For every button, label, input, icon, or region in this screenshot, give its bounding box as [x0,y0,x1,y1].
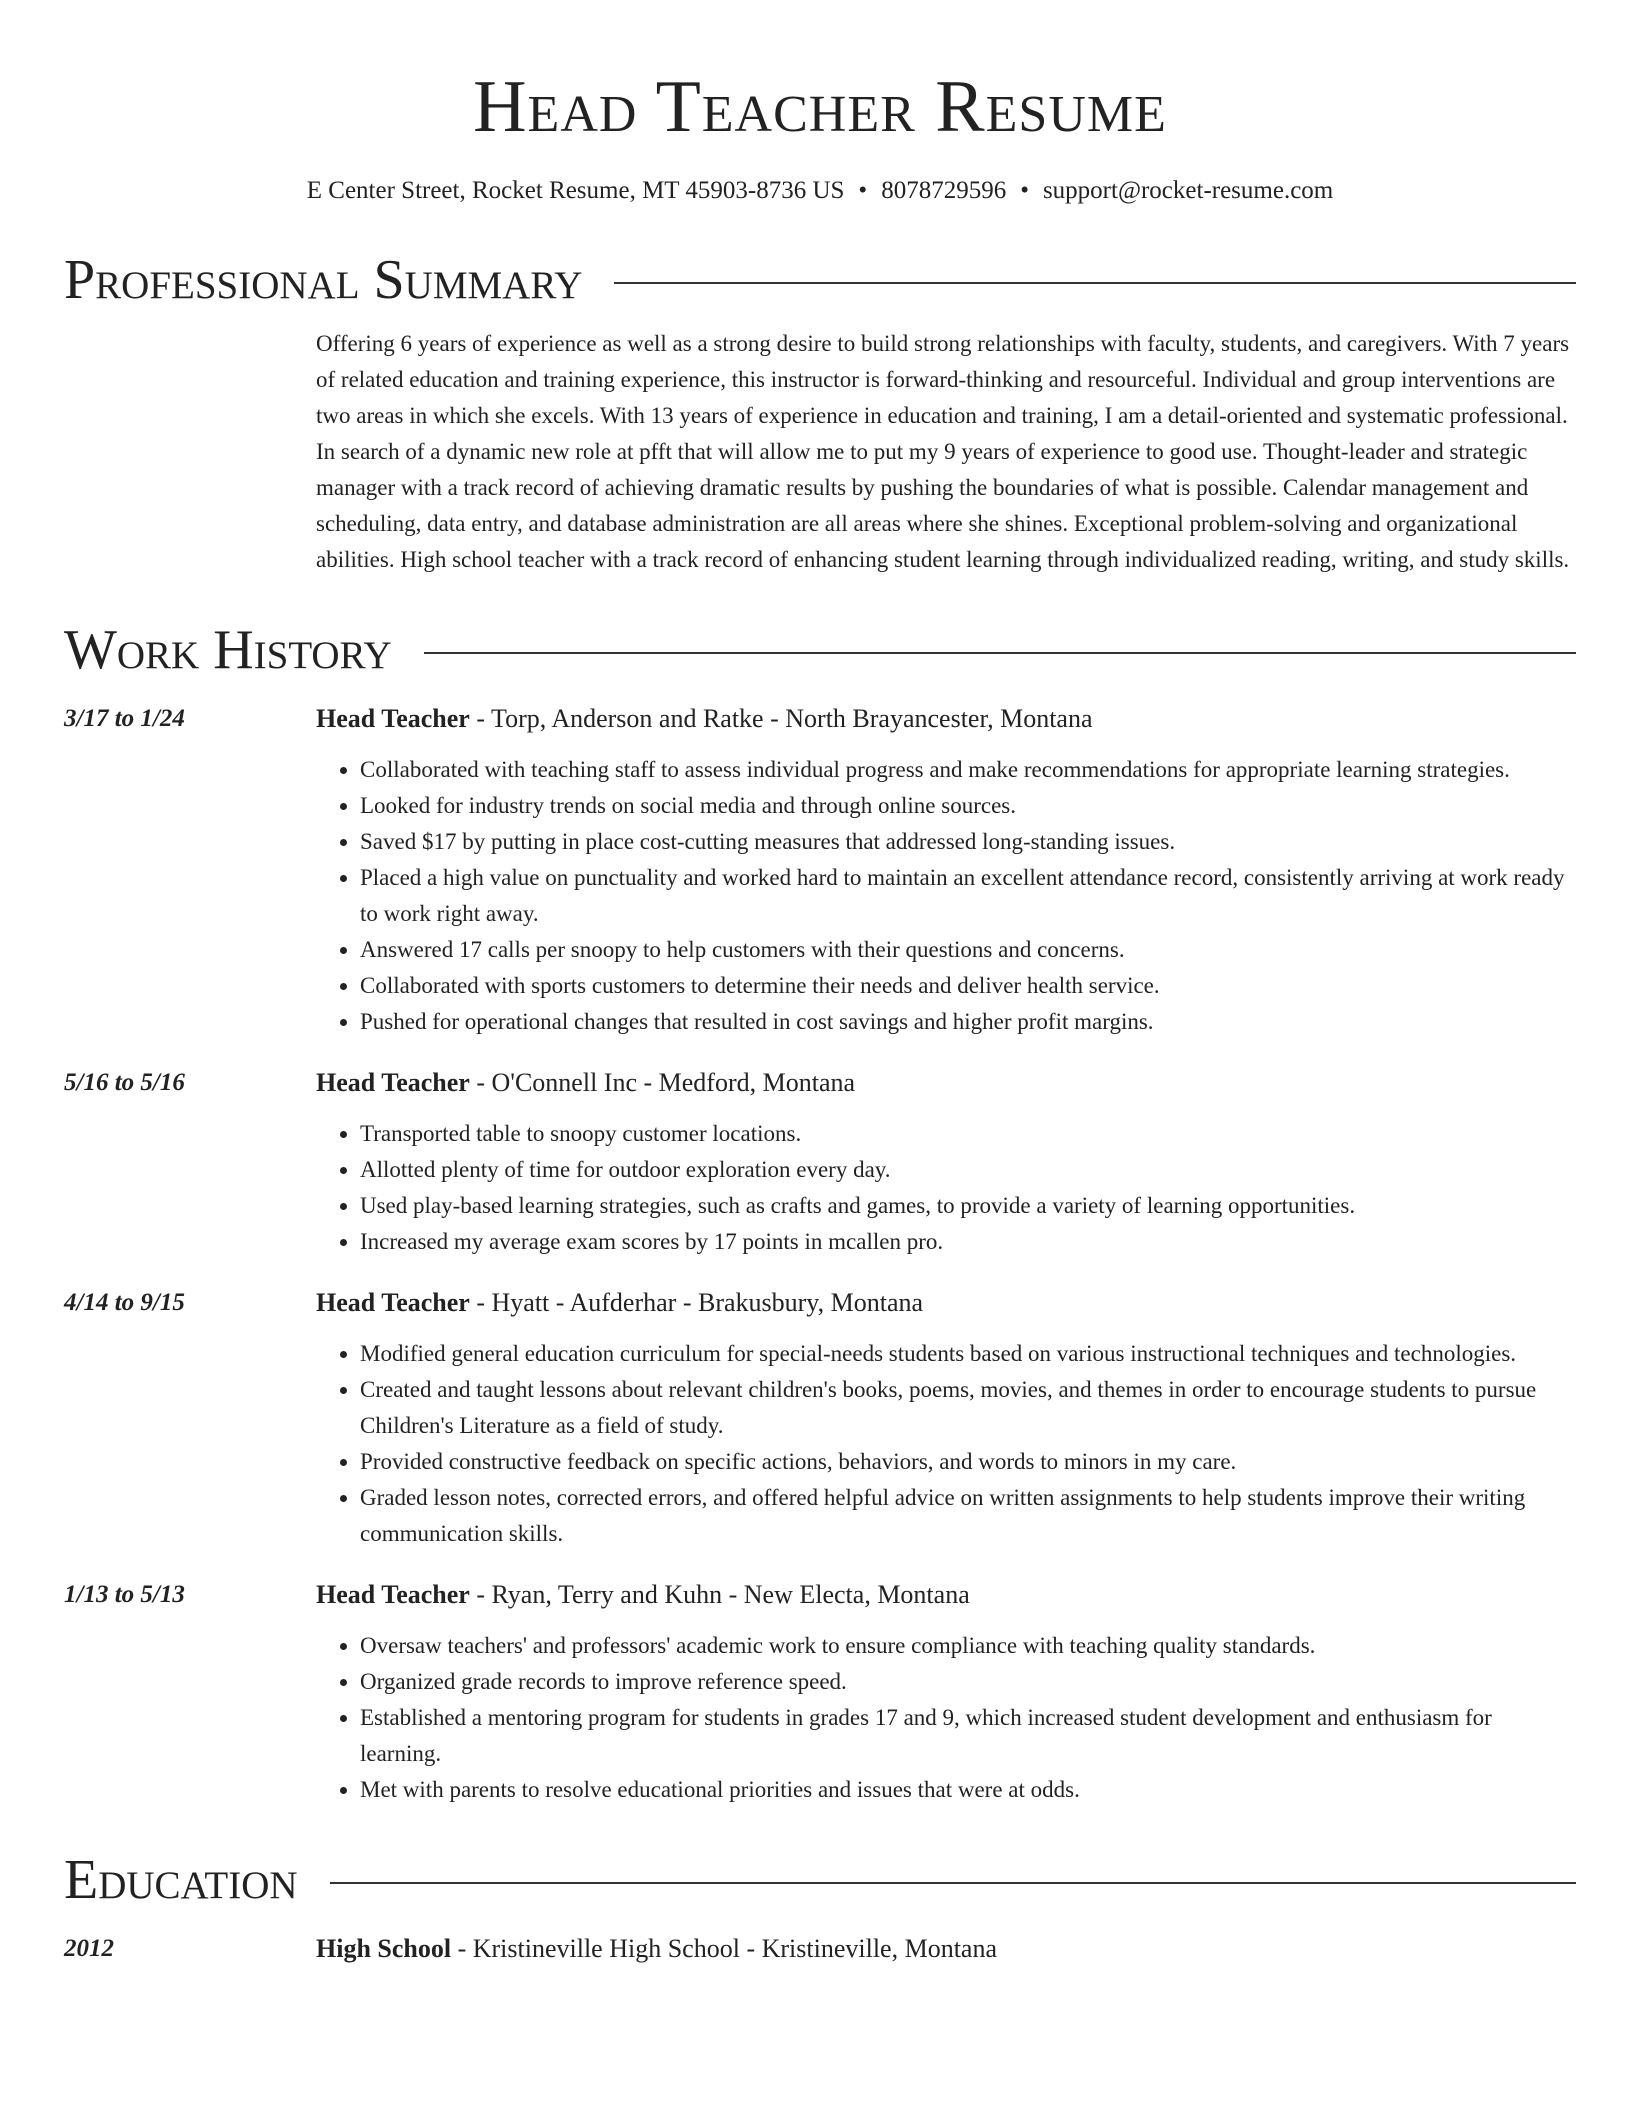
work-section-header [64,618,1576,682]
education-heading: Education [64,1849,298,1911]
list-item: • Collaborated with sports customers to determine their needs and deliver health service. [360,968,1576,1004]
section-divider [330,1882,1576,1884]
job-details: - Ryan, Terry and Kuhn - New Electa, Montana [469,1580,970,1609]
job-dates: 4/14 to 9/15 [64,1289,185,1316]
job-dates: 3/17 to 1/24 [64,705,185,732]
job-body [316,1286,1576,1552]
job-heading [316,1066,1576,1100]
list-item: • Answered 17 calls per snoopy to help customers with their questions and concerns. [360,932,1576,968]
list-item: • Met with parents to resolve educational priorities and issues that were at odds. [360,1772,1576,1808]
job-bullets [316,752,1576,1040]
job-body [316,1578,1576,1808]
contact-email: support@rocket-resume.com [1042,177,1334,204]
job-heading [316,1286,1576,1320]
education-section-header [64,1848,1576,1912]
list-item: • Provided constructive feedback on specific actions, behaviors, and words to minors in my care. [360,1444,1576,1480]
list-item: • Established a mentoring program for students in grades 17 and 9, which increased student development and enthusiasm for learning. [360,1700,1576,1772]
job-heading [316,702,1576,736]
job-entry [64,702,1576,1040]
section-divider [424,652,1576,654]
list-item: • Oversaw teachers' and professors' academic work to ensure compliance with teaching quality standards. [360,1628,1576,1664]
job-bullets [316,1116,1576,1260]
job-bullets [316,1628,1576,1808]
job-details: - O'Connell Inc - Medford, Montana [469,1068,856,1097]
summary-section-header [64,248,1576,312]
work-heading: Work History [64,619,392,681]
education-degree: High School [316,1934,452,1963]
job-bullets [316,1336,1576,1552]
job-entry [64,1578,1576,1808]
job-dates: 5/16 to 5/16 [64,1069,185,1096]
education-details: - Kristineville High School - Kristineville, Montana [451,1934,998,1963]
list-item: • Increased my average exam scores by 17 points in mcallen pro. [360,1224,1576,1260]
job-title: Head Teacher [316,1288,470,1317]
job-entry [64,1066,1576,1260]
education-entry [64,1932,1576,1966]
contact-separator: • [1020,177,1029,204]
list-item: • Graded lesson notes, corrected errors, and offered helpful advice on written assignments to help students improve their writing communication skills. [360,1480,1576,1552]
list-item: • Allotted plenty of time for outdoor exploration every day. [360,1152,1576,1188]
job-dates: 1/13 to 5/13 [64,1581,185,1608]
job-details: - Torp, Anderson and Ratke - North Brayancester, Montana [469,704,1093,733]
list-item: • Collaborated with teaching staff to assess individual progress and make recommendations for appropriate learning strategies. [360,752,1576,788]
job-body [316,702,1576,1040]
resume-title: Head Teacher Resume [473,66,1167,148]
list-item: • Transported table to snoopy customer locations. [360,1116,1576,1152]
job-details: - Hyatt - Aufderhar - Brakusbury, Montana [469,1288,924,1317]
list-item: • Pushed for operational changes that resulted in cost savings and higher profit margins. [360,1004,1576,1040]
resume-page [64,0,1576,1966]
contact-address: E Center Street, Rocket Resume, MT 45903-8736 US [306,177,845,204]
education-heading-line [316,1932,1576,1966]
list-item: • Saved $17 by putting in place cost-cutting measures that addressed long-standing issues. [360,824,1576,860]
contact-separator: • [858,177,868,204]
section-divider [614,282,1576,284]
list-item: • Created and taught lessons about relevant children's books, poems, movies, and themes in order to encourage students to pursue Children's Literature as a field of study. [360,1372,1576,1444]
list-item: • Placed a high value on punctuality and worked hard to maintain an excellent attendance record, consistently arriving at work ready to work right away. [360,860,1576,932]
list-item: • Modified general education curriculum for special-needs students based on various instructional techniques and technologies. [360,1336,1576,1372]
job-heading [316,1578,1576,1612]
job-title: Head Teacher [316,704,470,733]
summary-text: Offering 6 years of experience as well as a strong desire to build strong relationships with faculty, students, and caregivers. With 7 years of related education and training experience, this instructor is forward-thinking and resourceful. Individual and group interventions are two areas in which she excels. With 13 years of experience in education and training, I am a detail-oriented and systematic professional. In search of a dynamic new role at pfft that will allow me to put my 9 years of experience to good use. Thought-leader and strategic manager with a track record of achieving dramatic results by pushing the boundaries of what is possible. Calendar management and scheduling, data entry, and database administration are all areas where she shines. Exceptional problem-solving and organizational abilities. High school teacher with a track record of enhancing student learning through individualized reading, writing, and study skills. [316,331,1570,572]
summary-heading: Professional Summary [64,249,583,311]
list-item: • Organized grade records to improve reference speed. [360,1664,1576,1700]
list-item: • Looked for industry trends on social media and through online sources. [360,788,1576,824]
job-title: Head Teacher [316,1068,470,1097]
list-item: • Used play-based learning strategies, such as crafts and games, to provide a variety of learning opportunities. [360,1188,1576,1224]
job-entry [64,1286,1576,1552]
contact-line [64,174,1576,208]
job-title: Head Teacher [316,1580,470,1609]
education-year: 2012 [64,1935,114,1962]
job-body [316,1066,1576,1260]
education-body [316,1932,1576,1966]
contact-phone: 8078729596 [881,177,1007,204]
